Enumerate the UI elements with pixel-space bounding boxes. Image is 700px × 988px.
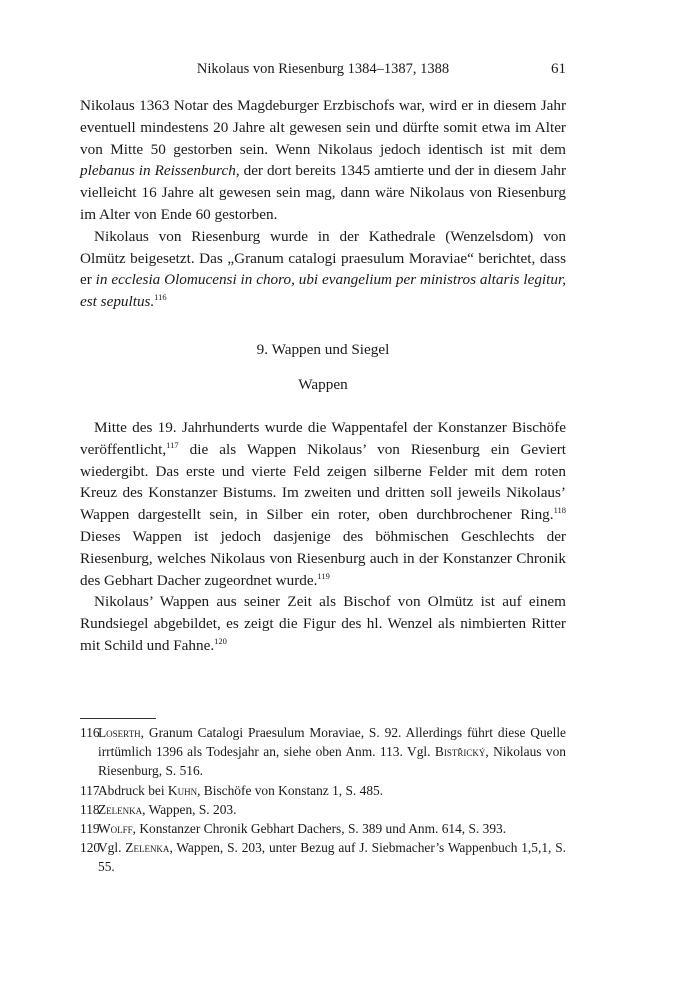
text-run: , Bischöfe von Konstanz 1, S. 485. bbox=[197, 782, 384, 798]
footnote-number: 119 bbox=[80, 821, 100, 837]
text-run: Mitte des 19. Jahrhunderts wurde die Wappentafel der Konstanzer Bischöfe veröffentlicht, bbox=[80, 419, 566, 458]
body-text bbox=[80, 95, 566, 313]
author-name: Kuhn bbox=[167, 782, 198, 798]
section-heading: 9. Wappen und Siegel bbox=[256, 341, 390, 358]
text-run: , Nikolaus von Riesenburg, S. 516. bbox=[98, 744, 566, 779]
text-run: Nikolaus 1363 Notar des Magdeburger Erzbischofs war, wird er in diesem Jahr eventuell mindestens 20 Jahre alt gewesen sein und dürfte somit etwa im Alter von Mitte 50 gestorben sein. Wenn Nikolaus jedoch identisch ist mit dem bbox=[80, 97, 566, 158]
footnote-text bbox=[98, 781, 566, 800]
author-name: Zelenka bbox=[98, 801, 143, 817]
author-name: Wolff bbox=[98, 821, 133, 837]
author-name: Loserth bbox=[98, 725, 141, 740]
text-run: , Granum Catalogi Praesulum Moraviae, S. 92. Allerdings führt diese Quelle irrtümlich 1396 als Todesjahr an, siehe oben Anm. 113. Vgl. bbox=[98, 725, 566, 760]
footnote-number: 117 bbox=[80, 782, 100, 798]
footnote-marker[interactable]: 119 bbox=[317, 570, 330, 581]
footnote-marker[interactable]: 118 bbox=[553, 505, 566, 516]
footnote-text bbox=[98, 819, 566, 838]
footnotes bbox=[80, 723, 566, 877]
text-run: die als Wappen Nikolaus’ von Riesenburg ein Geviert wiedergibt. Das erste und vierte Feld zeigen silberne Felder mit dem roten Kreuz des Konstanzer Bistums. Im zweiten und dritten soll jeweils Nikolaus’ Wappen dargestellt sein, in Silber ein roter, oben durchbrochener Ring. bbox=[80, 440, 566, 524]
paragraph bbox=[80, 417, 566, 591]
footnote bbox=[80, 723, 566, 781]
running-head bbox=[80, 61, 566, 81]
footnote-number: 116 bbox=[80, 725, 100, 740]
footnote-marker[interactable]: 116 bbox=[154, 292, 167, 303]
text-run: , der dort bereits 1345 amtierte und der in diesem Jahr vielleicht 16 Jahre alt gewesen sein mag, dann wäre Nikolaus von Riesenburg im Alter von Ende 60 gestorben. bbox=[80, 162, 566, 223]
footnote-marker[interactable]: 117 bbox=[166, 439, 179, 450]
text-run: Dieses Wappen ist jedoch dasjenige des böhmischen Geschlechts der Riesenburg, welches Nikolaus von Riesenburg auch in der Konstanzer Chronik des Gebhart Dacher zugeordnet wurde. bbox=[80, 527, 566, 589]
italic-run: plebanus in Reissenburch bbox=[80, 162, 236, 180]
paragraph bbox=[80, 226, 566, 313]
footnote-number: 120 bbox=[80, 840, 101, 856]
paragraph bbox=[80, 95, 566, 226]
footnote bbox=[80, 800, 566, 819]
text-run: , Wappen, S. 203, unter Bezug auf J. Siebmacher’s Wappenbuch 1,5,1, S. 55. bbox=[98, 840, 566, 875]
text-run: , Konstanzer Chronik Gebhart Dachers, S. 389 und Anm. 614, S. 393. bbox=[132, 821, 507, 837]
footnote-divider bbox=[80, 718, 156, 719]
footnote bbox=[80, 819, 566, 838]
italic-run: in ecclesia Olomucensi in choro, ubi evangelium per ministros altaris legitur, est sepultus. bbox=[80, 271, 566, 311]
text-run: Nikolaus von Riesenburg wurde in der Kathedrale (Wenzelsdom) von Olmütz beigesetzt. Das „Granum catalogi praesulum Moraviae“ berichtet, dass er bbox=[80, 227, 566, 289]
book-page bbox=[80, 0, 566, 988]
text-run: , Wappen, S. 203. bbox=[142, 801, 237, 817]
footnote-marker[interactable]: 120 bbox=[214, 635, 227, 646]
footnote-number: 118 bbox=[80, 801, 100, 817]
text-run: Nikolaus’ Wappen aus seiner Zeit als Bischof von Olmütz ist auf einem Rundsiegel abgebildet, es zeigt die Figur des hl. Wenzel als nimbierten Ritter mit Schild und Fahne. bbox=[80, 593, 566, 654]
section-text bbox=[80, 417, 566, 657]
text-run: Vgl. bbox=[98, 840, 126, 856]
paragraph bbox=[80, 591, 566, 656]
footnote bbox=[80, 781, 566, 800]
subsection-heading: Wappen bbox=[298, 376, 348, 393]
footnote-text bbox=[98, 723, 566, 781]
author-name: Bistřický bbox=[434, 744, 486, 760]
author-name: Zelenka bbox=[125, 840, 170, 856]
page-number: 61 bbox=[551, 61, 566, 77]
footnote-text bbox=[98, 800, 566, 819]
footnote bbox=[80, 838, 566, 876]
text-run: Abdruck bei bbox=[98, 782, 168, 798]
footnote-text bbox=[98, 838, 566, 876]
running-head-title: Nikolaus von Riesenburg 1384–1387, 1388 bbox=[196, 61, 450, 77]
